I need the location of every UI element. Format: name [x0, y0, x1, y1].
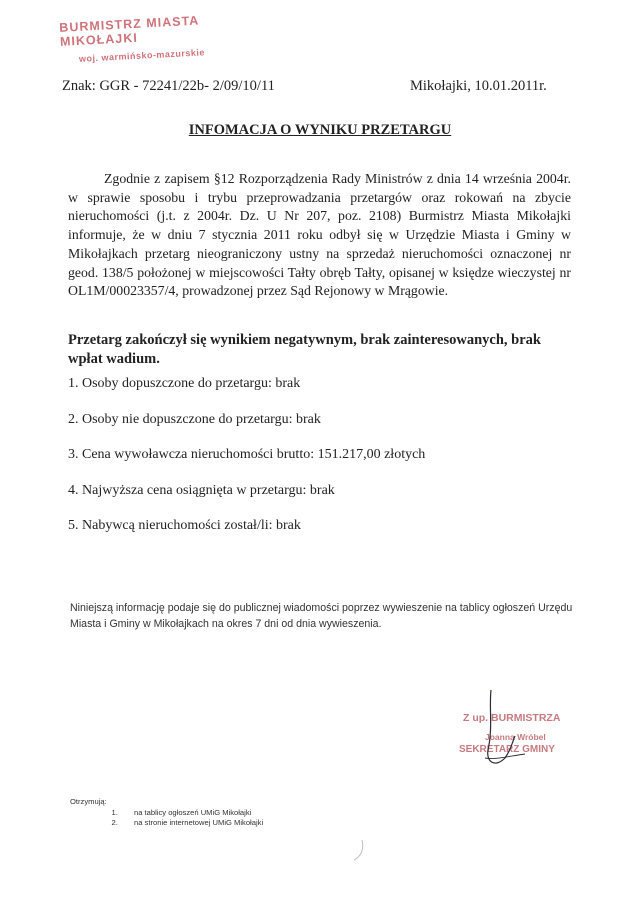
signature-stamp-line2: Joanna Wróbel	[485, 732, 546, 742]
recipient-item: 2. na stronie internetowej UMiG Mikołajki	[120, 818, 263, 829]
result-note: Przetarg zakończył się wynikiem negatywnym, brak zainteresowanych, brak wpłat wadium.	[68, 332, 541, 367]
public-notice: Niniejszą informację podaje się do publicznej wiadomości poprzez wywieszenie na tablicy ogłoszeń Urzędu Miasta i Gminy w Mikołajkach na okres 7 dni od dnia wywieszenia.	[70, 602, 573, 630]
intro-paragraph: Zgodnie z zapisem §12 Rozporządzenia Rady Ministrów z dnia 14 września 2004r. w sprawie sposobu i trybu przeprowadzania przetargów oraz rokowań na zbycie nieruchomości (j.t. z 2004r. Dz. U Nr 207, poz. 2108) Burmistrz Miasta Mikołajki informuje, że w dniu 7 stycznia 2011 roku odbył się w Urzędzie Miasta i Gminy w Mikołajkach przetarg nieograniczony ustny na sprzedaż nieruchomości oznaczonej nr geod. 138/5 położonej w miejscowości Tałty obręb Tałty, opisanej w księdze wieczystej nr OL1M/00023357/4, prowadzonej przez Sąd Rejonowy w Mrągowie.	[68, 171, 571, 299]
signature-stamp-line3: SEKRETARZ GMINY	[459, 744, 555, 755]
reference-number: Znak: GGR - 72241/22b- 2/09/10/11	[62, 78, 275, 94]
signature-block	[455, 688, 595, 778]
place-and-date: Mikołajki, 10.01.2011r.	[410, 78, 547, 94]
recipient-item: 1. na tablicy ogłoszeń UMiG Mikołajki	[120, 808, 263, 819]
result-item-3: 3. Cena wywoławcza nieruchomości brutto: 151.217,00 złotych	[68, 447, 426, 462]
recipients-block	[70, 797, 263, 829]
signature-stamp-line1: Z up. BURMISTRZA	[463, 712, 561, 724]
recipients-list	[70, 808, 263, 829]
pen-mark	[352, 838, 366, 862]
handwritten-signature	[455, 688, 595, 778]
result-items-list	[68, 376, 588, 554]
document-title: INFOMACJA O WYNIKU PRZETARGU	[188, 122, 452, 138]
office-stamp-line2: woj. warmińsko-mazurskie	[78, 47, 206, 64]
office-stamp-line1: BURMISTRZ MIASTA MIKOŁAJKI	[58, 13, 200, 49]
result-item-5: 5. Nabywcą nieruchomości został/li: brak	[68, 518, 301, 533]
result-item-1: 1. Osoby dopuszczone do przetargu: brak	[68, 376, 301, 391]
result-item-2: 2. Osoby nie dopuszczone do przetargu: brak	[68, 411, 321, 427]
result-item-4: 4. Najwyższa cena osiągnięta w przetargu: brak	[68, 482, 335, 498]
recipients-label: Otrzymują:	[70, 797, 107, 806]
office-stamp	[59, 11, 246, 65]
